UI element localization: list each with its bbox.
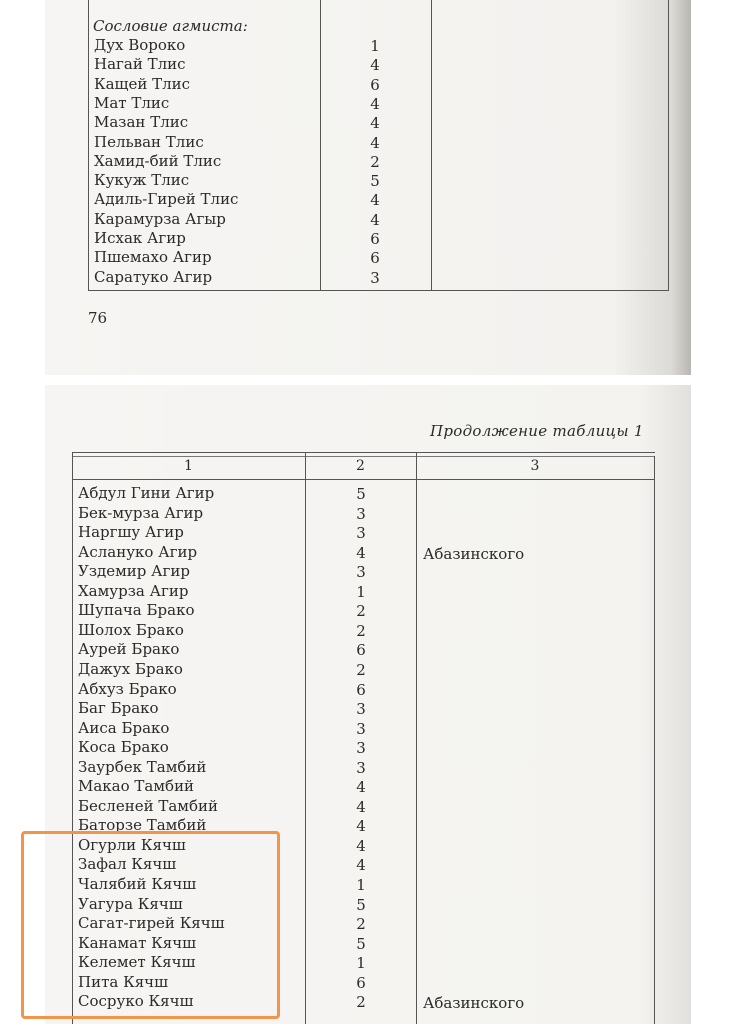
row-count: 3 <box>370 268 380 287</box>
row-name: Наргшу Агир <box>78 523 184 542</box>
row-count: 4 <box>356 778 366 797</box>
row-name: Сосруко Кячш <box>78 992 194 1011</box>
row-name: Сагат-гирей Кячш <box>78 914 225 933</box>
bottom-table-header-border <box>72 479 655 480</box>
table-continuation-label: Продолжение таблицы 1 <box>430 422 644 440</box>
bottom-table-col1-border <box>305 452 306 1024</box>
top-table-col1-border <box>320 0 321 290</box>
highlight-box <box>21 831 280 1019</box>
column-header-2: 2 <box>356 458 365 474</box>
row-note: Абазинского <box>423 544 525 563</box>
row-count: 3 <box>356 524 366 543</box>
row-count: 3 <box>356 563 366 582</box>
row-count: 2 <box>356 915 366 934</box>
row-count: 4 <box>370 210 380 229</box>
row-name: Баг Брако <box>78 699 159 718</box>
column-header-1: 1 <box>184 458 193 474</box>
row-name: Шолох Брако <box>78 620 184 639</box>
row-name: Мат Тлис <box>94 93 170 112</box>
page-number: 76 <box>88 309 108 327</box>
row-count: 1 <box>370 37 380 55</box>
row-name: Бек-мурза Агир <box>78 503 204 522</box>
row-name: Карамурза Агыр <box>94 209 226 228</box>
row-name: Дажух Брако <box>78 659 183 678</box>
row-name: Аслануко Агир <box>78 542 198 561</box>
row-count: 4 <box>356 797 366 816</box>
row-count: 3 <box>356 719 366 738</box>
row-count: 2 <box>356 660 366 679</box>
row-name: Пельван Тлис <box>94 132 204 151</box>
row-name: Аиса Брако <box>78 718 170 737</box>
row-name: Канамат Кячш <box>78 933 197 952</box>
row-name: Пшемахо Агир <box>94 248 212 267</box>
row-name: Кукуж Тлис <box>94 171 190 190</box>
row-count: 4 <box>370 114 380 133</box>
row-count: 2 <box>370 152 380 171</box>
row-count: 1 <box>356 582 366 601</box>
row-name: Макао Тамбий <box>78 777 195 796</box>
row-count: 6 <box>356 680 366 699</box>
bottom-table-top-border-inner <box>72 456 655 457</box>
row-name: Заурбек Тамбий <box>78 757 207 776</box>
bottom-table-col2-border <box>416 452 417 1024</box>
row-count: 6 <box>370 230 380 248</box>
top-table-col2-border <box>431 0 432 290</box>
top-table-left-border <box>88 0 89 290</box>
row-name: Уздемир Агир <box>78 562 190 581</box>
row-count: 5 <box>356 895 366 914</box>
bottom-table-top-border <box>72 452 655 453</box>
row-count: 4 <box>370 133 380 152</box>
row-name: Саратуко Агир <box>94 267 213 286</box>
row-name: Абдул Гини Агир <box>78 484 215 502</box>
row-count: 4 <box>370 94 380 113</box>
row-name: Чалябий Кячш <box>78 875 197 893</box>
row-name: Пита Кячш <box>78 972 169 991</box>
row-name: Хамид-бий Тлис <box>94 151 222 170</box>
row-name: Исхак Агир <box>94 229 186 247</box>
row-count: 4 <box>370 56 380 75</box>
row-name: Баторзе Тамбий <box>78 816 207 835</box>
row-count: 2 <box>356 621 366 640</box>
row-count: 6 <box>356 973 366 992</box>
row-count: 1 <box>356 954 366 973</box>
row-count: 3 <box>356 758 366 777</box>
row-count: 6 <box>370 249 380 268</box>
row-name: Коса Брако <box>78 738 169 757</box>
bottom-table-right-border <box>654 456 655 1024</box>
row-count: 2 <box>356 602 366 621</box>
top-table-right-border <box>668 0 669 290</box>
row-name: Бесленей Тамбий <box>78 796 218 815</box>
row-count: 4 <box>370 191 380 210</box>
row-name: Аурей Брако <box>78 640 180 659</box>
row-name: Уагура Кячш <box>78 894 183 913</box>
row-count: 5 <box>356 485 366 503</box>
row-name: Огурли Кячш <box>78 835 186 854</box>
row-count: 4 <box>356 543 366 562</box>
row-name: Шупача Брако <box>78 601 195 620</box>
row-name: Дух Вороко <box>94 36 186 54</box>
row-count: 5 <box>370 172 380 191</box>
row-count: 4 <box>356 836 366 855</box>
row-count: 5 <box>356 934 366 953</box>
row-name: Абхуз Брако <box>78 679 177 698</box>
row-count: 3 <box>356 700 366 719</box>
row-note: Абазинского <box>423 994 525 1013</box>
row-name: Келемет Кячш <box>78 953 196 972</box>
row-count: 4 <box>356 817 366 836</box>
row-name: Адиль-Гирей Тлис <box>94 190 239 209</box>
row-name: Нагай Тлис <box>94 55 186 74</box>
row-count: 3 <box>356 739 366 758</box>
row-count: 6 <box>370 75 380 94</box>
column-header-3: 3 <box>530 458 540 474</box>
row-count: 1 <box>356 876 366 894</box>
row-count: 2 <box>356 993 366 1012</box>
row-count: 4 <box>356 856 366 875</box>
row-name: Хамурза Агир <box>78 581 189 600</box>
row-count: 3 <box>356 504 366 523</box>
row-name: Мазан Тлис <box>94 113 189 132</box>
row-name: Зафал Кячш <box>78 855 177 874</box>
top-table-bottom-border <box>88 290 669 291</box>
estate-heading: Сословие агмиста: <box>93 17 248 35</box>
row-count: 6 <box>356 641 366 660</box>
row-name: Кащей Тлис <box>94 74 191 93</box>
